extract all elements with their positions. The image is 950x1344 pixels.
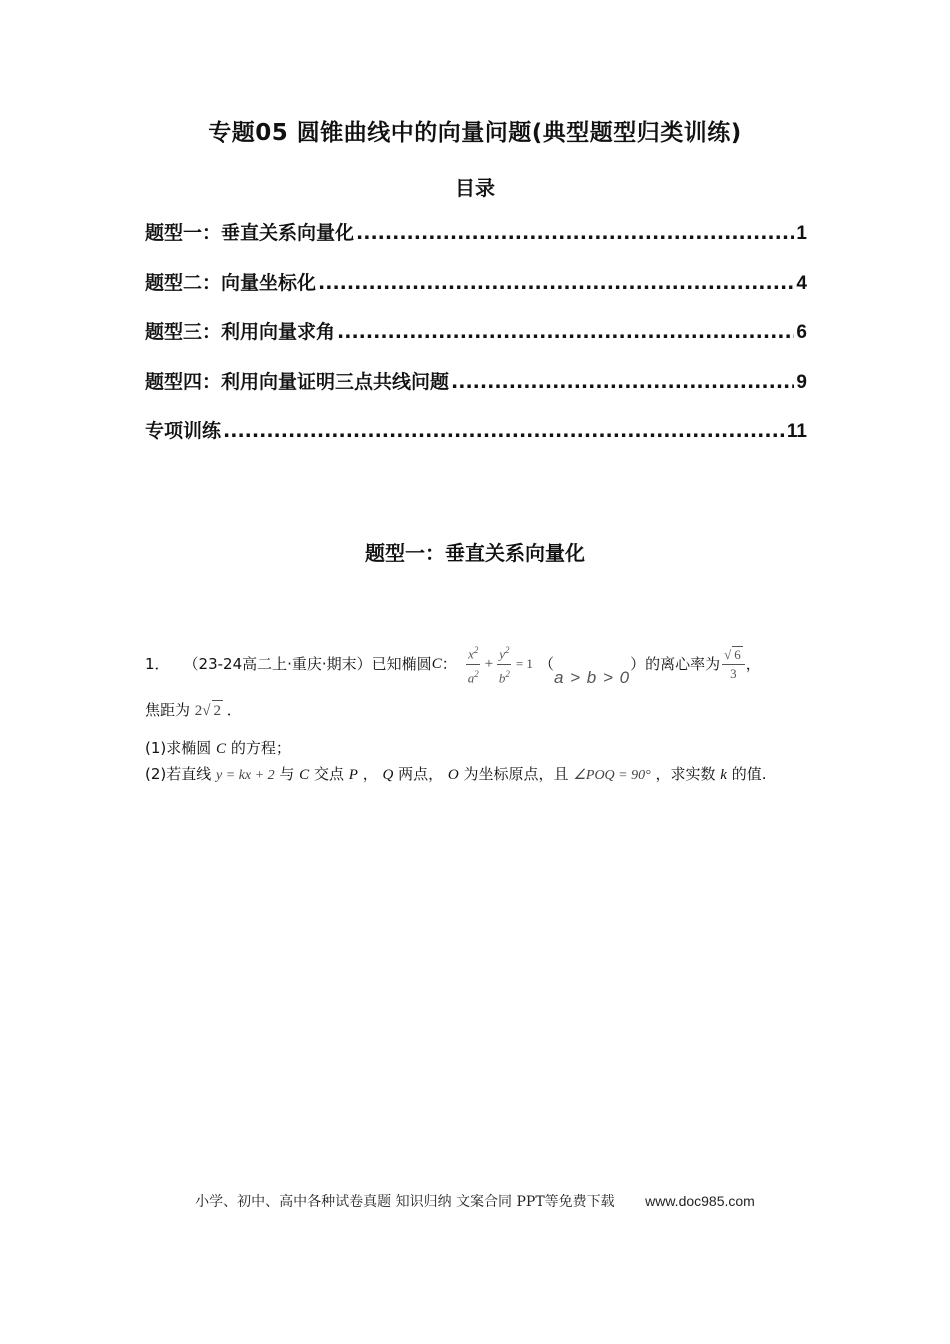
curve-name: C	[431, 656, 442, 672]
point-p: P	[348, 767, 358, 783]
curve-name: C	[216, 741, 227, 757]
punctuation: （	[538, 655, 554, 673]
toc-leader-dots	[451, 371, 794, 393]
table-of-contents	[145, 218, 807, 466]
punctuation: ，	[745, 655, 761, 673]
problem-text: 的离心率为	[645, 655, 721, 673]
toc-entry-page: 1	[796, 223, 807, 244]
toc-entry-label: 题型四：利用向量证明三点共线问题	[145, 370, 450, 393]
page-footer	[0, 1191, 950, 1211]
punctuation: ，	[362, 765, 378, 783]
condition-expression: a > b > 0	[553, 668, 631, 687]
problem-text: (2)若直线	[145, 765, 212, 783]
problem-1-statement	[145, 636, 825, 692]
problem-1-focal	[145, 700, 825, 721]
fraction-x: $\frac{x^2}{a^2}$	[466, 642, 481, 686]
fraction-y: $\frac{y^2}{b^2}$	[497, 642, 512, 686]
eq-var: x	[468, 646, 474, 662]
footer-url-link[interactable]: www.doc985.com	[645, 1193, 755, 1209]
section-heading: 题型一：垂直关系向量化	[365, 541, 585, 565]
problem-text: 的值.	[731, 765, 767, 783]
toc-entry-label: 题型二：向量坐标化	[145, 271, 317, 294]
toc-entry[interactable]	[145, 367, 807, 417]
toc-entry[interactable]	[145, 317, 807, 367]
punctuation: ：	[441, 655, 457, 673]
variable-k: k	[720, 767, 727, 783]
eq-var: y	[499, 646, 505, 662]
denominator: 3	[730, 666, 737, 681]
problem-text: 为坐标原点，且	[463, 765, 569, 783]
problem-1-part-2	[145, 764, 825, 786]
problem-text: ，求实数	[655, 765, 716, 783]
toc-entry-label: 题型一：垂直关系向量化	[145, 222, 355, 244]
radicand: 6	[734, 647, 741, 662]
toc-entry-page: 6	[796, 322, 807, 343]
focal-distance: 2√ 2	[195, 703, 227, 719]
problem-text: 的方程；	[230, 739, 291, 757]
toc-heading: 目录	[455, 176, 495, 200]
problem-source: （23-24高二上·重庆·期末）	[183, 655, 372, 673]
radicand: 2	[212, 700, 224, 721]
toc-leader-dots	[356, 222, 794, 244]
toc-entry[interactable]	[145, 416, 807, 466]
problem-text: 已知椭圆	[371, 655, 432, 673]
toc-entry[interactable]	[145, 268, 807, 318]
coefficient: 2	[194, 703, 203, 719]
toc-entry[interactable]	[145, 218, 807, 268]
footer-text: 小学、初中、高中各种试卷真题 知识归纳 文案合同 PPT等免费下载	[195, 1194, 615, 1210]
toc-entry-label: 题型三：利用向量求角	[145, 321, 336, 343]
document-title: 专题05 圆锥曲线中的向量问题(典型题型归类训练)	[208, 120, 742, 146]
problem-1-part-1	[145, 738, 825, 759]
eq-rhs: = 1	[515, 656, 533, 671]
problem-text: 焦距为	[145, 701, 191, 719]
problem-text: (1)求椭圆	[145, 739, 212, 757]
eq-var: b	[498, 669, 506, 685]
eq-var: a	[467, 669, 475, 685]
toc-entry-page: 9	[796, 371, 807, 393]
point-o: O	[447, 767, 459, 783]
toc-entry-label: 专项训练	[145, 420, 222, 442]
eccentricity-fraction: $\frac{√ 6}{3}$	[722, 646, 745, 682]
toc-leader-dots	[223, 420, 785, 442]
punctuation: ）	[630, 655, 646, 673]
problem-text: 与	[279, 765, 295, 783]
punctuation: ．	[226, 701, 242, 719]
angle-expression: ∠POQ = 90°	[573, 768, 651, 783]
problem-text: 交点	[313, 765, 344, 783]
toc-entry-page: 4	[796, 272, 807, 294]
curve-name: C	[299, 767, 310, 783]
toc-leader-dots	[318, 272, 794, 294]
toc-leader-dots	[337, 321, 794, 343]
line-equation: y = kx + 2	[216, 768, 275, 783]
ellipse-equation: $\frac{x^2}{a^2}$ + $\frac{y^2}{b^2}$ = 1	[465, 642, 533, 686]
point-q: Q	[382, 767, 394, 783]
toc-entry-page: 11	[786, 421, 807, 442]
problem-text: 两点，	[398, 765, 444, 783]
problem-number: 1．	[145, 655, 170, 673]
